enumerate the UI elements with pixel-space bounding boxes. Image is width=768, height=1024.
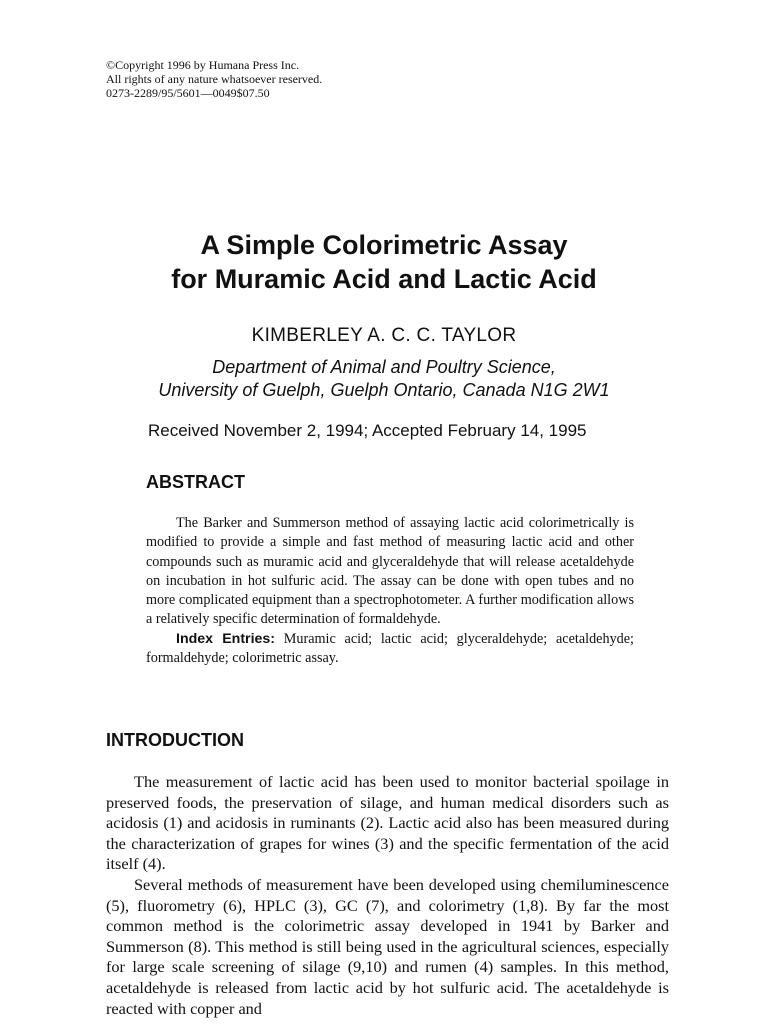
index-entries <box>146 630 634 669</box>
title-line-2: for Muramic Acid and Lactic Acid <box>171 264 597 294</box>
index-entries-label: Index Entries: <box>176 630 276 647</box>
introduction-paragraph-2: Several methods of measurement have been developed using chemiluminescence (5), fluorometry (6), HPLC (3), GC (7), and colorimetry (1,8). By far the most common method is the colorimetric assay developed in 1941 by Barker and Summerson (8). This method is still being used in the agricultural sciences, especially for large scale screening of silage (9,10) and rumen (4) samples. In this method, acetaldehyde is released from lactic acid by hot sulfuric acid. The acetaldehyde is reacted with copper and <box>106 874 669 1018</box>
abstract-body: The Barker and Summerson method of assaying lactic acid colorimetrically is modified to provide a simple and fast method of measuring lactic acid and other compounds such as muramic acid and glyceraldehyde that will release acetaldehyde on incubation in hot sulfuric acid. The assay can be done with open tubes and no more complicated equipment than a spectrophotometer. A further modification allows a relatively specific determination of formaldehyde. <box>146 515 634 628</box>
issn-line: 0273-2289/95/5601—0049$07.50 <box>106 86 270 100</box>
abstract-section <box>146 514 634 668</box>
affiliation-line-2: University of Guelph, Guelph Ontario, Canada N1G 2W1 <box>158 380 610 400</box>
introduction-section <box>106 772 669 1019</box>
abstract-heading: ABSTRACT <box>146 472 245 492</box>
copyright-line: ©Copyright 1996 by Humana Press Inc. <box>106 58 300 72</box>
received-dates: Received November 2, 1994; Accepted February 14, 1995 <box>148 421 587 440</box>
author-affiliation <box>0 356 768 402</box>
paper-title <box>0 228 768 296</box>
introduction-paragraph-1: The measurement of lactic acid has been used to monitor bacterial spoilage in preserved foods, the preservation of silage, and human medical disorders such as acidosis (1) and acidosis in ruminants (2). Lactic acid also has been measured during the characterization of grapes for wines (3) and the specific fermentation of the acid itself (4). <box>106 772 669 874</box>
author-name: KIMBERLEY A. C. C. TAYLOR <box>251 325 517 346</box>
title-line-1: A Simple Colorimetric Assay <box>200 230 568 260</box>
index-entries-text: Muramic acid; lactic acid; glyceraldehyde; acetaldehyde; formaldehyde; colorimetric assay. <box>146 630 634 667</box>
rights-line: All rights of any nature whatsoever reserved. <box>106 72 323 86</box>
introduction-heading: INTRODUCTION <box>106 730 244 750</box>
copyright-notice <box>106 58 322 100</box>
affiliation-line-1: Department of Animal and Poultry Science, <box>212 357 556 377</box>
